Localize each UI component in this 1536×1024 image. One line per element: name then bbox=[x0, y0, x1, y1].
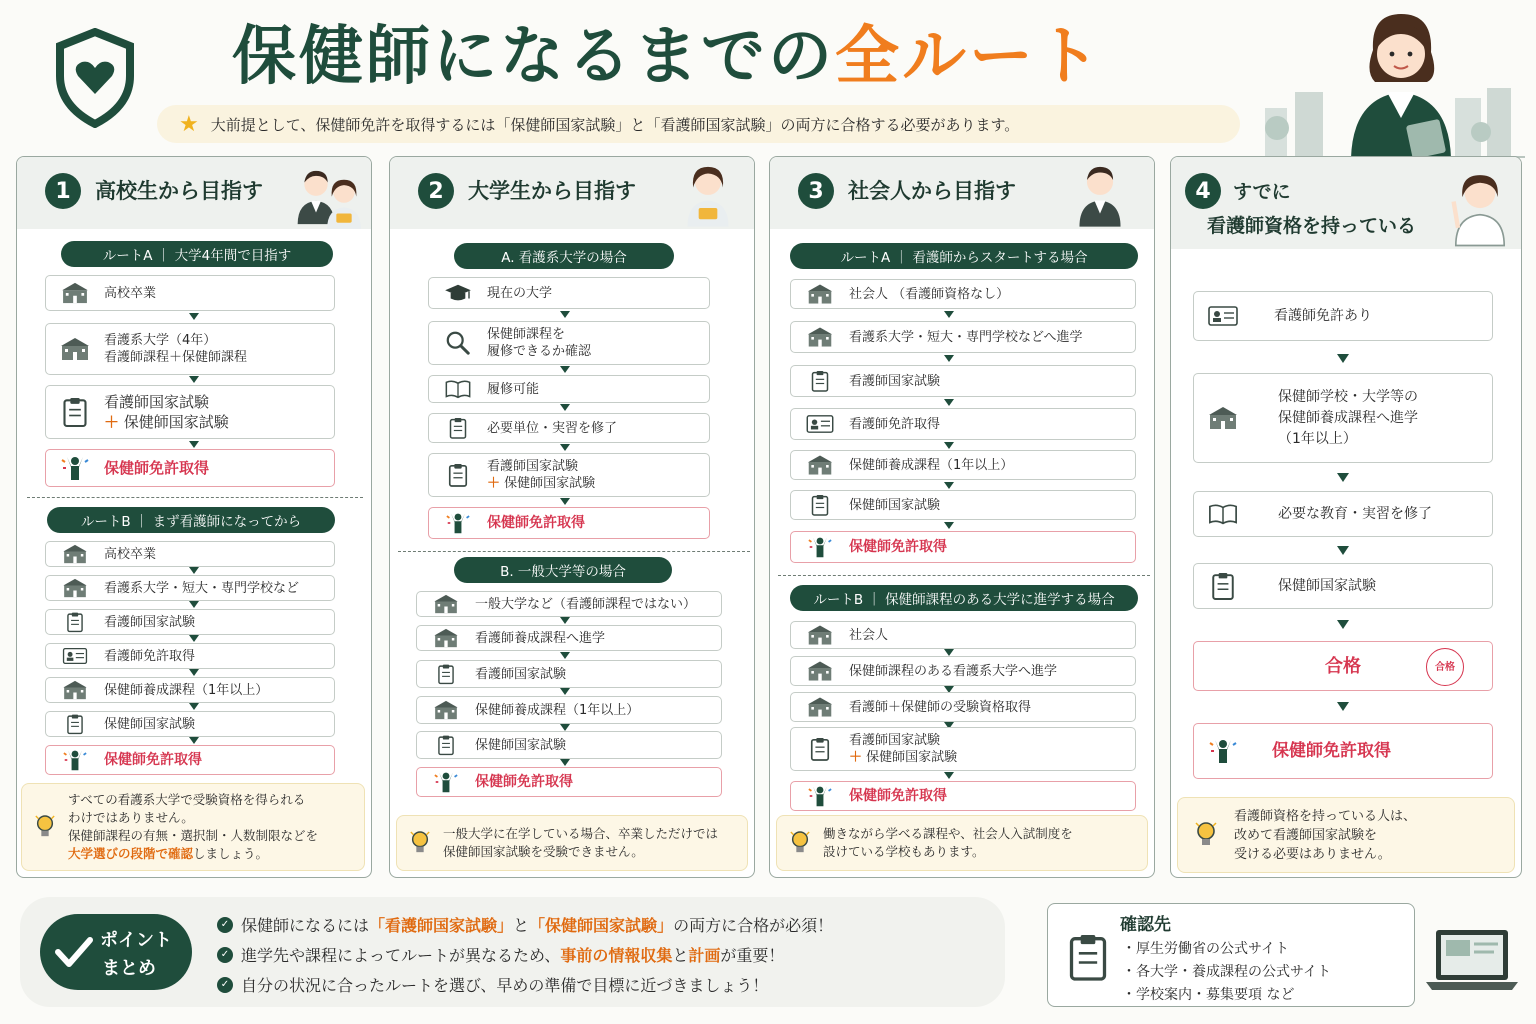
route-a-label: ルートA ｜ 大学4年間で目指す bbox=[61, 241, 333, 267]
summary-badge: ポイント まとめ bbox=[40, 914, 192, 990]
laptop-icon bbox=[1424, 926, 1520, 998]
exam-sheet-icon bbox=[805, 735, 835, 763]
step-box: 保健師養成課程（1年以上） bbox=[45, 677, 335, 703]
arrow-down-icon bbox=[560, 404, 570, 411]
open-book-icon bbox=[1208, 500, 1238, 528]
goal-box: 保健師免許取得 bbox=[416, 767, 722, 797]
goal-box: 保健師免許取得 bbox=[790, 531, 1136, 563]
arrow-down-icon bbox=[944, 482, 954, 489]
goal-box: 保健師免許取得 bbox=[45, 449, 335, 487]
office-worker-icon bbox=[1072, 159, 1128, 229]
arrow-down-icon bbox=[189, 703, 199, 710]
building-icon bbox=[60, 336, 90, 362]
nurse-icon bbox=[1447, 167, 1513, 247]
step-number: 1 bbox=[45, 173, 81, 209]
reference-panel bbox=[1047, 903, 1415, 1007]
reference-item: ・各大学・養成課程の公式サイト bbox=[1122, 964, 1332, 980]
step-box: 保健師国家試験 bbox=[416, 731, 722, 759]
arrow-down-icon bbox=[944, 522, 954, 529]
goal-box: 保健師免許取得 bbox=[428, 507, 710, 539]
check-circle-icon: ✓ bbox=[217, 947, 233, 963]
step-box: 看護師国家試験 bbox=[45, 609, 335, 635]
step-box: 看護師国家試験 ＋ 保健師国家試験 bbox=[45, 385, 335, 439]
arrow-down-icon bbox=[189, 601, 199, 608]
celebrate-icon bbox=[805, 784, 835, 808]
lightbulb-icon bbox=[397, 829, 443, 857]
nurse-woman-illustration bbox=[1345, 6, 1455, 162]
step-number: 4 bbox=[1185, 173, 1221, 209]
step-box: 看護師国家試験 ＋ 保健師国家試験 bbox=[428, 453, 710, 497]
arrow-down-icon bbox=[944, 355, 954, 362]
office-building-icon bbox=[805, 624, 835, 646]
building-icon bbox=[805, 454, 835, 476]
license-card-icon bbox=[1208, 303, 1238, 329]
building-icon bbox=[60, 578, 90, 598]
route-b-label: ルートB ｜ 保健師課程のある大学に進学する場合 bbox=[790, 585, 1138, 611]
route-a-label: A. 看護系大学の場合 bbox=[454, 243, 674, 269]
tip-box: 一般大学に在学している場合、卒業しただけでは 保健師国家試験を受験できません。 bbox=[396, 815, 748, 871]
checkmark-icon bbox=[54, 934, 94, 970]
arrow-down-icon bbox=[189, 567, 199, 574]
step-box: 看護師国家試験 bbox=[416, 660, 722, 688]
building-icon bbox=[805, 696, 835, 718]
column-university bbox=[389, 156, 755, 878]
arrow-down-icon bbox=[189, 737, 199, 744]
goal-box: 保健師免許取得 bbox=[45, 745, 335, 775]
step-box: 保健師国家試験 bbox=[790, 490, 1136, 520]
book-icon bbox=[443, 379, 473, 399]
sakura-stamp-icon: 合格 bbox=[1426, 648, 1464, 686]
step-box: 看護師養成課程へ進学 bbox=[416, 625, 722, 651]
column-highschool bbox=[16, 156, 372, 878]
students-icon bbox=[291, 161, 371, 229]
building-icon bbox=[431, 628, 461, 648]
school-building-icon bbox=[1208, 400, 1238, 436]
arrow-down-icon bbox=[560, 366, 570, 373]
building-icon bbox=[60, 282, 90, 304]
star-icon: ★ bbox=[179, 111, 199, 137]
student-icon bbox=[680, 159, 736, 229]
step-box: 保健師養成課程（1年以上） bbox=[790, 450, 1136, 480]
divider bbox=[778, 575, 1150, 576]
arrow-down-icon bbox=[560, 498, 570, 505]
step-box: 看護師国家試験 bbox=[790, 365, 1136, 397]
step-box: 必要単位・実習を修了 bbox=[428, 413, 710, 443]
step-box: 看護師免許取得 bbox=[45, 643, 335, 669]
column-title: 社会人から目指す bbox=[848, 179, 1016, 203]
clipboard-icon bbox=[60, 611, 90, 633]
step-box: 社会人 （看護師資格なし） bbox=[790, 279, 1136, 309]
step-box: 看護系大学・短大・専門学校など bbox=[45, 575, 335, 601]
divider bbox=[398, 551, 750, 552]
arrow-down-icon bbox=[1337, 473, 1349, 482]
column-title-line2: 看護師資格を持っている bbox=[1207, 215, 1417, 237]
arrow-down-icon bbox=[189, 669, 199, 676]
page-title: 保健師になるまでの全ルート bbox=[232, 20, 1103, 94]
step-box: 保健師学校・大学等の 保健師養成課程へ進学 （1年以上） bbox=[1193, 373, 1493, 463]
arrow-down-icon bbox=[944, 311, 954, 318]
step-box: 現在の大学 bbox=[428, 277, 710, 309]
step-box: 看護師国家試験 ＋ 保健師国家試験 bbox=[790, 727, 1136, 771]
step-box: 必要な教育・実習を修了 bbox=[1193, 491, 1493, 537]
tip-box: 働きながら学べる課程や、社会人入試制度を 設けている学校もあります。 bbox=[776, 815, 1148, 871]
reference-title: 確認先 bbox=[1120, 915, 1171, 935]
arrow-down-icon bbox=[944, 649, 954, 656]
column-nurse bbox=[1170, 156, 1522, 878]
column-title: 大学生から目指す bbox=[468, 179, 636, 203]
license-card-icon bbox=[805, 414, 835, 434]
building-icon bbox=[431, 594, 461, 614]
step-box: 高校卒業 bbox=[45, 541, 335, 567]
arrow-down-icon bbox=[944, 442, 954, 449]
summary-point-1: ✓ 保健師になるには 「看護師国家試験」 と 「保健師国家試験」 の両方に合格が必須！ bbox=[217, 913, 833, 936]
step-box: 看護系大学・短大・専門学校などへ進学 bbox=[790, 321, 1136, 353]
step-box: 高校卒業 bbox=[45, 275, 335, 311]
premise-banner: ★ 大前提として、保健師免許を取得するには「保健師国家試験」と「看護師国家試験」の両方に合格する必要があります。 bbox=[157, 105, 1240, 143]
check-circle-icon: ✓ bbox=[217, 977, 233, 993]
clipboard-icon bbox=[443, 416, 473, 440]
shield-heart-icon bbox=[54, 28, 136, 132]
check-circle-icon: ✓ bbox=[217, 917, 233, 933]
step-box: 看護師免許取得 bbox=[790, 408, 1136, 440]
summary-panel bbox=[20, 897, 1005, 1007]
tip-box: すべての看護系大学で受験資格を得られる わけではありません。 保健師課程の有無・選択制・人数制限などを 大学選びの段階で確認しましょう。 bbox=[21, 783, 365, 871]
step-box: 看護師＋保健師の受験資格取得 bbox=[790, 692, 1136, 722]
lightbulb-icon bbox=[1178, 820, 1234, 850]
celebrate-icon bbox=[805, 535, 835, 559]
step-box: 社会人 bbox=[790, 621, 1136, 649]
column-title-line1: すでに bbox=[1233, 181, 1291, 203]
tip-box: 看護師資格を持っている人は、 改めて看護師国家試験を 受ける必要はありません。 bbox=[1177, 797, 1515, 873]
exam-sheet-icon bbox=[443, 461, 473, 489]
step-number: 2 bbox=[418, 173, 454, 209]
goal-box: 保健師免許取得 bbox=[790, 781, 1136, 811]
graduation-cap-icon bbox=[443, 282, 473, 304]
clipboard-icon bbox=[1208, 570, 1238, 602]
celebrate-icon bbox=[431, 770, 461, 794]
celebrate-icon bbox=[60, 454, 90, 482]
exam-sheet-icon bbox=[60, 395, 90, 429]
arrow-down-icon bbox=[189, 313, 199, 320]
building-icon bbox=[805, 660, 835, 682]
arrow-down-icon bbox=[560, 617, 570, 624]
arrow-down-icon bbox=[944, 772, 954, 779]
step-box: 保健師課程のある看護系大学へ進学 bbox=[790, 656, 1136, 686]
route-a-label: ルートA ｜ 看護師からスタートする場合 bbox=[790, 243, 1138, 269]
building-icon bbox=[60, 680, 90, 700]
magnifier-icon bbox=[443, 330, 473, 356]
checklist-icon bbox=[1066, 928, 1110, 986]
building-icon bbox=[805, 326, 835, 348]
summary-point-3: ✓ 自分の状況に合ったルートを選び、早めの準備で目標に近づきましょう！ bbox=[217, 973, 768, 996]
step-box: 看護系大学（4年） 看護師課程＋保健師課程 bbox=[45, 323, 335, 375]
celebrate-icon bbox=[1208, 735, 1238, 767]
clipboard-icon bbox=[60, 713, 90, 735]
arrow-down-icon bbox=[1337, 354, 1349, 363]
route-b-label: B. 一般大学等の場合 bbox=[454, 557, 672, 583]
arrow-down-icon bbox=[944, 399, 954, 406]
arrow-down-icon bbox=[560, 688, 570, 695]
office-building-icon bbox=[805, 283, 835, 305]
building-icon bbox=[60, 544, 90, 564]
column-title: 高校生から目指す bbox=[95, 179, 263, 203]
arrow-down-icon bbox=[1337, 620, 1349, 629]
lightbulb-icon bbox=[777, 829, 823, 857]
clipboard-icon bbox=[805, 493, 835, 517]
step-box: 保健師国家試験 bbox=[45, 711, 335, 737]
clipboard-icon bbox=[431, 663, 461, 685]
celebrate-icon bbox=[443, 511, 473, 535]
divider bbox=[27, 497, 363, 498]
building-icon bbox=[431, 700, 461, 720]
arrow-down-icon bbox=[189, 376, 199, 383]
step-box: 保健師国家試験 bbox=[1193, 563, 1493, 609]
clipboard-icon bbox=[431, 734, 461, 756]
arrow-down-icon bbox=[560, 724, 570, 731]
arrow-down-icon bbox=[560, 444, 570, 451]
step-box: 保健師養成課程（1年以上） bbox=[416, 696, 722, 724]
arrow-down-icon bbox=[560, 311, 570, 318]
step-box: 一般大学など（看護師課程ではない） bbox=[416, 591, 722, 617]
arrow-down-icon bbox=[1337, 702, 1349, 711]
goal-box: 保健師免許取得 bbox=[1193, 723, 1493, 779]
step-box: 履修可能 bbox=[428, 375, 710, 403]
step-number: 3 bbox=[798, 173, 834, 209]
celebrate-icon bbox=[60, 748, 90, 772]
arrow-down-icon bbox=[560, 652, 570, 659]
arrow-down-icon bbox=[1337, 546, 1349, 555]
arrow-down-icon bbox=[189, 441, 199, 448]
pass-box: 合格 合格 bbox=[1193, 641, 1493, 691]
lightbulb-icon bbox=[22, 813, 68, 841]
step-box: 保健師課程を 履修できるか確認 bbox=[428, 321, 710, 365]
reference-item: ・学校案内・募集要項 など bbox=[1122, 987, 1295, 1003]
arrow-down-icon bbox=[560, 759, 570, 766]
step-box: 看護師免許あり bbox=[1193, 291, 1493, 341]
column-worker bbox=[769, 156, 1155, 878]
reference-item: ・厚生労働省の公式サイト bbox=[1122, 941, 1290, 957]
summary-point-2: ✓ 進学先や課程によってルートが異なるため、 事前の情報収集 と 計画 が重要！ bbox=[217, 943, 784, 966]
clipboard-icon bbox=[805, 369, 835, 393]
license-card-icon bbox=[60, 647, 90, 665]
route-b-label: ルートB ｜ まず看護師になってから bbox=[47, 507, 335, 533]
arrow-down-icon bbox=[189, 635, 199, 642]
